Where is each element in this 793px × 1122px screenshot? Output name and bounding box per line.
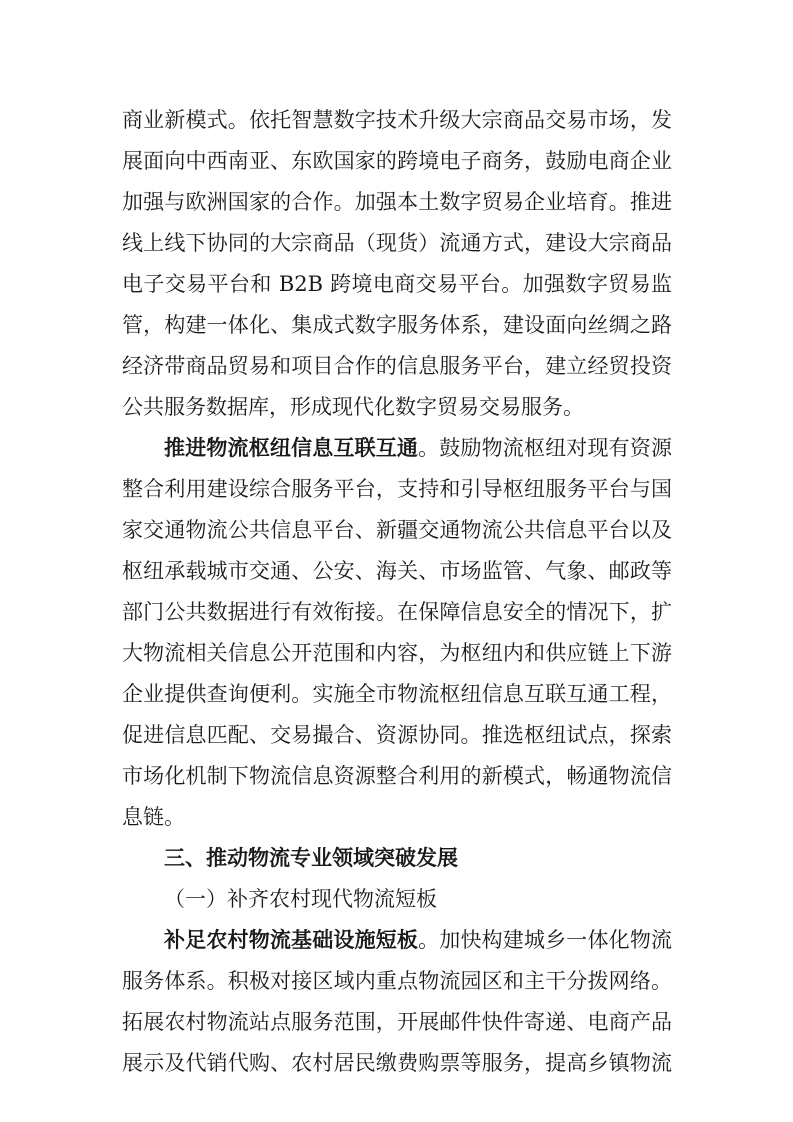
paragraph-line: 家交通物流公共信息平台、新疆交通物流公共信息平台以及: [122, 518, 672, 542]
paragraph-line: 市场化机制下物流信息资源整合利用的新模式，畅通物流信: [122, 764, 672, 788]
paragraph-line: 展面向中西南亚、东欧国家的跨境电子商务，鼓励电商企业: [122, 149, 672, 173]
subsection-heading: （一）补齐农村现代物流短板: [164, 887, 437, 911]
paragraph-first-line: [164, 928, 672, 952]
paragraph-line: 服务体系。积极对接区域内重点物流园区和主干分拨网络。: [122, 969, 672, 993]
paragraph-line: 企业提供查询便利。实施全市物流枢纽信息互联互通工程，: [122, 682, 672, 706]
paragraph-line-rest: 。鼓励物流枢纽对现有资源: [418, 436, 673, 460]
paragraph-line: 电子交易平台和 B2B 跨境电商交易平台。加强数字贸易监: [122, 272, 672, 296]
section-heading: 三、推动物流专业领域突破发展: [164, 845, 458, 870]
paragraph-line: 经济带商品贸易和项目合作的信息服务平台，建立经贸投资: [122, 354, 672, 378]
paragraph-line: 公共服务数据库，形成现代化数字贸易交易服务。: [122, 395, 584, 419]
paragraph-first-line: [164, 436, 672, 460]
paragraph-line-rest: 。加快构建城乡一体化物流: [418, 928, 673, 952]
paragraph-lead-bold: 推进物流枢纽信息互联互通: [164, 435, 419, 460]
paragraph-line: 拓展农村物流站点服务范围，开展邮件快件寄递、电商产品: [122, 1010, 672, 1034]
paragraph-line: 整合利用建设综合服务平台，支持和引导枢纽服务平台与国: [122, 477, 672, 501]
paragraph-line: 大物流相关信息公开范围和内容，为枢纽内和供应链上下游: [122, 641, 672, 665]
paragraph-line: 枢纽承载城市交通、公安、海关、市场监管、气象、邮政等: [122, 559, 672, 583]
paragraph-lead-bold: 补足农村物流基础设施短板: [164, 927, 419, 952]
paragraph-line: 部门公共数据进行有效衔接。在保障信息安全的情况下，扩: [122, 600, 672, 624]
paragraph-line: 促进信息匹配、交易撮合、资源协同。推选枢纽试点，探索: [122, 723, 672, 747]
paragraph-line: 展示及代销代购、农村居民缴费购票等服务，提高乡镇物流: [122, 1051, 672, 1075]
paragraph-line: 息链。: [122, 805, 185, 829]
paragraph-line: 商业新模式。依托智慧数字技术升级大宗商品交易市场，发: [122, 108, 672, 132]
paragraph-line: 线上线下协同的大宗商品（现货）流通方式，建设大宗商品: [122, 231, 672, 255]
paragraph-line: 加强与欧洲国家的合作。加强本土数字贸易企业培育。推进: [122, 190, 672, 214]
paragraph-line: 管，构建一体化、集成式数字服务体系，建设面向丝绸之路: [122, 313, 672, 337]
